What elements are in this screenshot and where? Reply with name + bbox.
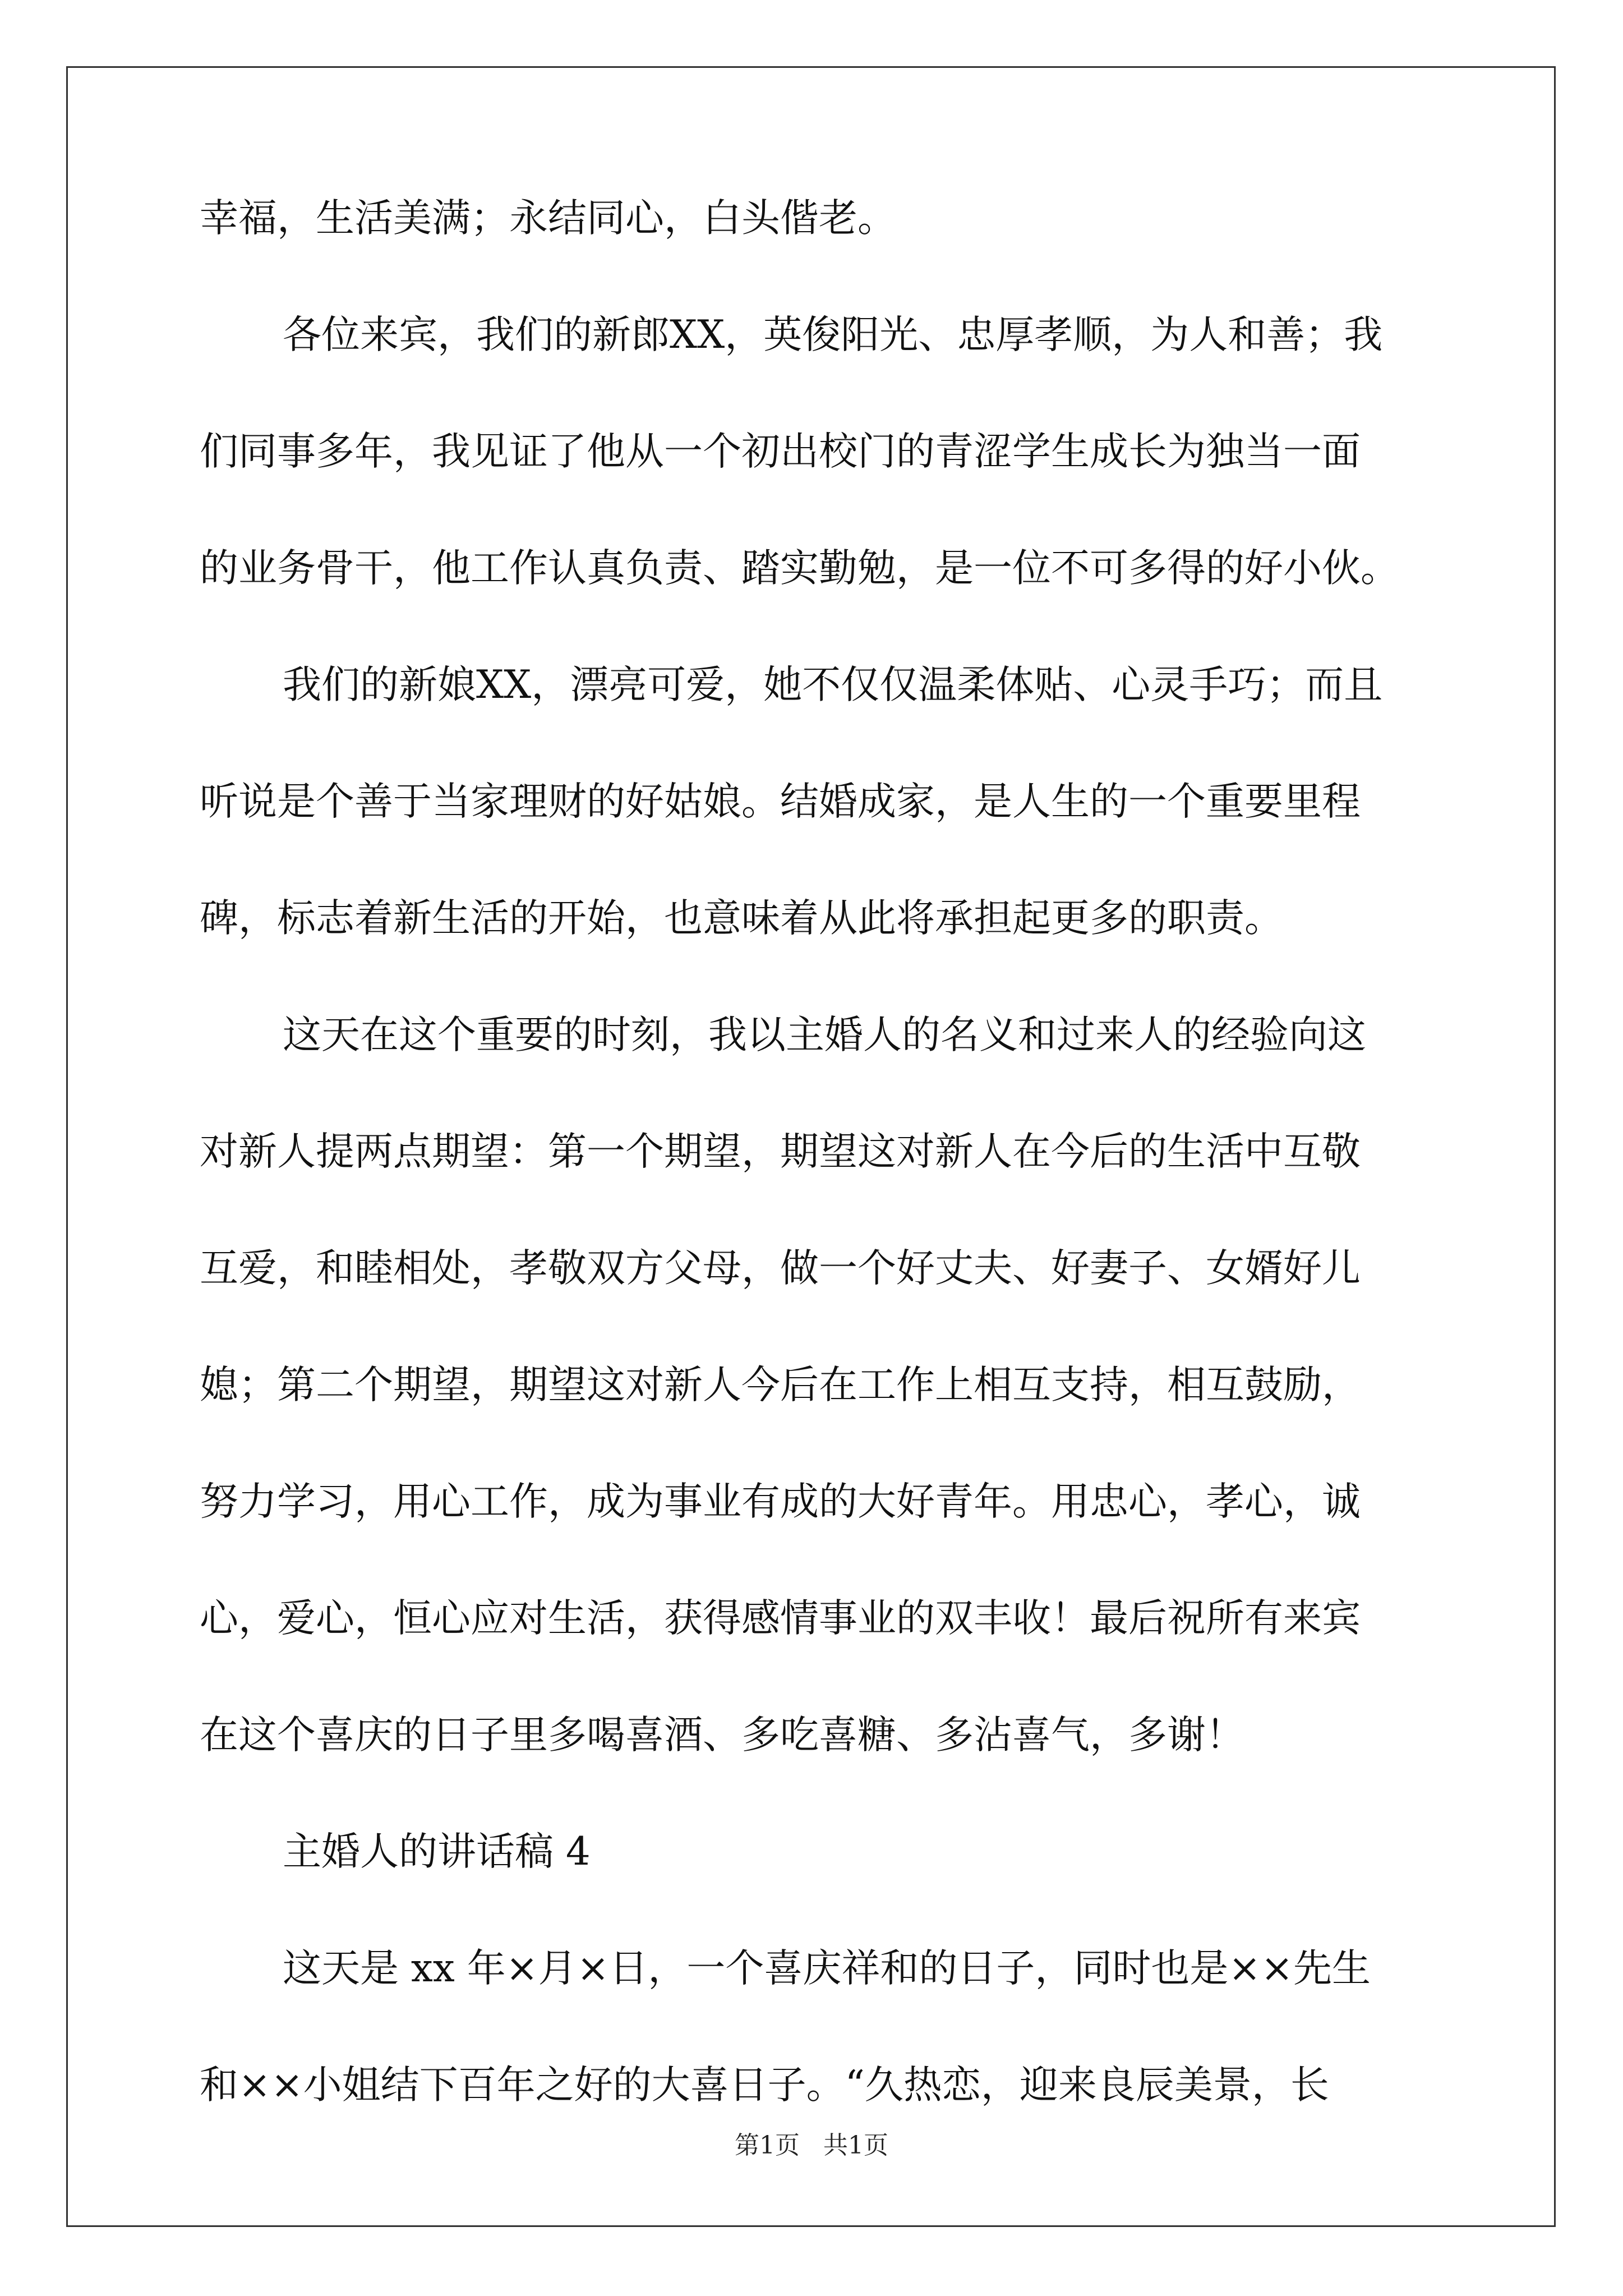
text-line: 碑，标志着新生活的开始，也意味着从此将承担起更多的职责。 bbox=[200, 896, 1283, 941]
text-line: 各位来宾，我们的新郎XX，英俊阳光、忠厚孝顺，为人和善；我 bbox=[283, 312, 1383, 357]
text-line: 我们的新娘XX，漂亮可爱，她不仅仅温柔体贴、心灵手巧；而且 bbox=[283, 662, 1383, 707]
text-line: 这天是 xx 年×月×日，一个喜庆祥和的日子，同时也是××先生 bbox=[283, 1946, 1371, 1991]
text-line: 在这个喜庆的日子里多喝喜酒、多吃喜糖、多沾喜气，多谢！ bbox=[200, 1713, 1244, 1757]
text-line: 心，爱心，恒心应对生活，获得感情事业的双丰收！最后祝所有来宾 bbox=[200, 1596, 1361, 1641]
page-footer: 第1页 共1页 bbox=[735, 2131, 888, 2160]
text-line: 这天在这个重要的时刻，我以主婚人的名义和过来人的经验向这 bbox=[283, 1013, 1366, 1057]
text-line: 听说是个善于当家理财的好姑娘。结婚成家，是人生的一个重要里程 bbox=[200, 779, 1361, 824]
text-line: 对新人提两点期望：第一个期望，期望这对新人在今后的生活中互敬 bbox=[200, 1129, 1361, 1174]
text-line: 幸福，生活美满；永结同心，白头偕老。 bbox=[200, 196, 896, 241]
section-heading: 主婚人的讲话稿 4 bbox=[283, 1829, 591, 1874]
text-line: 们同事多年，我见证了他从一个初出校门的青涩学生成长为独当一面 bbox=[200, 429, 1361, 474]
text-line: 和××小姐结下百年之好的大喜日子。“久热恋，迎来良辰美景，长 bbox=[200, 2063, 1329, 2108]
text-line: 媳；第二个期望，期望这对新人今后在工作上相互支持，相互鼓励， bbox=[200, 1363, 1361, 1407]
text-line: 努力学习，用心工作，成为事业有成的大好青年。用忠心，孝心，诚 bbox=[200, 1479, 1361, 1524]
document-body bbox=[200, 196, 1439, 2108]
text-line: 互爱，和睦相处，孝敬双方父母，做一个好丈夫、好妻子、女婿好儿 bbox=[200, 1246, 1361, 1291]
text-line: 的业务骨干，他工作认真负责、踏实勤勉，是一位不可多得的好小伙。 bbox=[200, 546, 1399, 591]
